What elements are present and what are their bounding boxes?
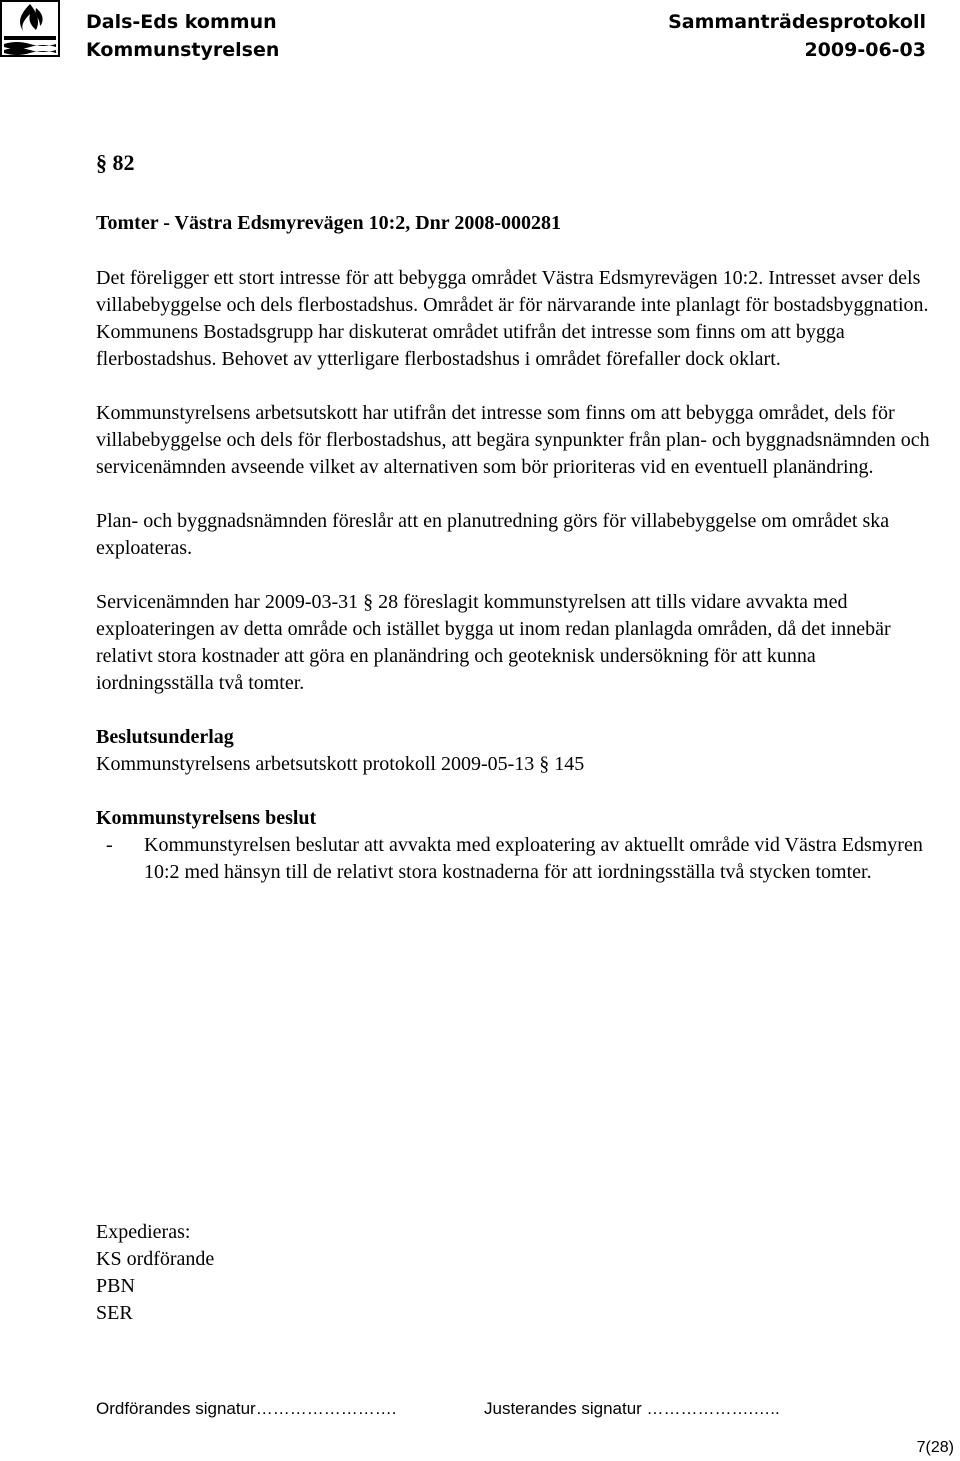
section-content [96, 148, 936, 886]
paragraph: Kommunstyrelsens arbetsutskott har utifrån det intresse som finns om att bebygga området, dels för villabebyggelse och dels för flerbostadshus, att begära synpunkter från plan- och byggnadsnämnden och servicenämnden avseende vilket av alternativen som bör prioriteras vid en eventuell planändring. [96, 402, 930, 478]
header-date: 2009-06-03 [804, 39, 926, 61]
section-title: Tomter - Västra Edsmyrevägen 10:2, Dnr 2008-000281 [96, 212, 561, 234]
beslut-heading: Kommunstyrelsens beslut [96, 807, 317, 829]
underlag-text: Kommunstyrelsens arbetsutskott protokoll 2009-05-13 § 145 [96, 753, 585, 775]
page-number: 7(28) [916, 1439, 954, 1456]
expedieras-label: Expedieras: [96, 1221, 191, 1243]
expedieras-block [96, 1219, 214, 1327]
paragraph: Det föreligger ett stort intresse för att bebygga området Västra Edsmyrevägen 10:2. Intresset avser dels villabebyggelse och dels flerbostadshus. Området är för närvarande inte planlagt för bostadsbyggnation. Kommunens Bostadsgrupp har diskuterat området utifrån det intresse som finns om att bygga flerbostadshus. Behovet av ytterligare flerbostadshus i området förefaller dock oklart. [96, 267, 929, 370]
paragraph: Servicenämnden har 2009-03-31 § 28 föreslagit kommunstyrelsen att tills vidare avvakta med exploateringen av detta område och istället bygga ut inom redan planlagda områden, då det innebär relativt stora kostnader att göra en planändring och geoteknisk undersökning för att kunna iordningsställa två tomter. [96, 591, 891, 694]
adjuster-signature-line: Justerandes signatur ……………….….. [484, 1399, 780, 1418]
expedieras-recipient: KS ordförande [96, 1248, 215, 1270]
chair-signature-line: Ordförandes signatur……………………. [96, 1399, 397, 1418]
header-doc-type: Sammanträdesprotokoll [668, 11, 926, 33]
paragraph: Plan- och byggnadsnämnden föreslår att en planutredning görs för villabebyggelse om området ska exploateras. [96, 510, 890, 559]
beslut-item-text: Kommunstyrelsen beslutar att avvakta med exploatering av aktuellt område vid Västra Edsmyren 10:2 med hänsyn till de relativt stora kostnaderna för att iordningsställa två stycken tomter. [144, 834, 923, 883]
municipal-flame-logo-icon [0, 0, 62, 58]
underlag-heading: Beslutsunderlag [96, 726, 234, 748]
header-right [668, 8, 926, 64]
beslut-item-marker: - [106, 834, 113, 856]
section-number: § 82 [96, 150, 135, 175]
header-left [86, 8, 279, 64]
header-org: Dals-Eds kommun [86, 11, 277, 33]
expedieras-recipient: PBN [96, 1275, 135, 1297]
header-body: Kommunstyrelsen [86, 39, 280, 61]
beslut-item [96, 832, 936, 886]
expedieras-recipient: SER [96, 1302, 133, 1324]
